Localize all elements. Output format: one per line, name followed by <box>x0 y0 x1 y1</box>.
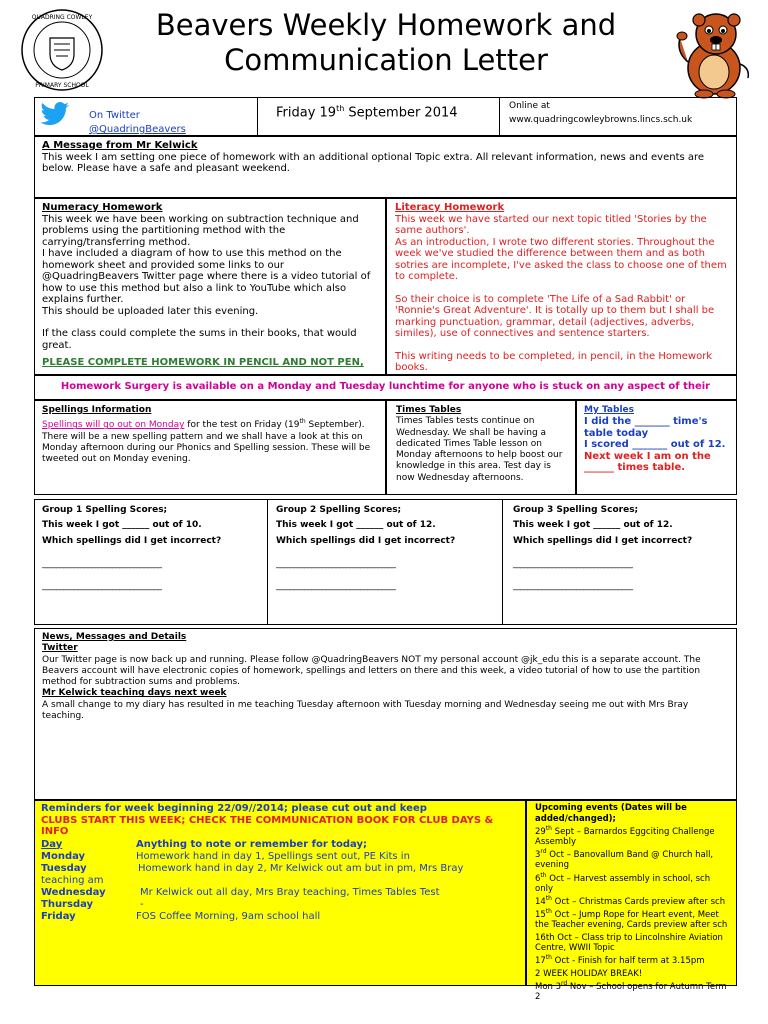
group-title: Group 2 Spelling Scores; <box>276 505 402 515</box>
beaver-mascot <box>664 6 764 98</box>
group-question: Which spellings did I get incorrect? <box>42 535 222 546</box>
group-score-line: This week I got ______ out of 10. <box>42 520 202 531</box>
divider <box>267 499 268 625</box>
literacy-text: This writing needs to be completed, in pencil, in the Homework books. <box>395 350 713 373</box>
twitter-body: Our Twitter page is now back up and running. Please follow @QuadringBeavers NOT my personal account @jk_edu this is a separate account. The Beavers account will have electronic copies of homework, spellings and letters on there and this week, a video tutorial of how to use the partition method for subtraction sums and problems. <box>42 654 701 688</box>
answer-line[interactable]: __________________________________ <box>276 581 395 592</box>
event-item: 6th Oct – Harvest assembly in school, sch only <box>535 871 711 894</box>
my-tables-heading: My Tables <box>584 405 634 415</box>
title-line-1: Beavers Weekly Homework and <box>155 8 617 42</box>
group-question: Which spellings did I get incorrect? <box>513 535 693 546</box>
reminders-heading: Reminders for week beginning 22/09//2014; please cut out and keep <box>41 803 427 814</box>
reminder-row <box>41 899 519 911</box>
divider <box>502 499 503 625</box>
my-tables-line: Next week I am on the ______ times table. <box>584 450 711 474</box>
event-item: 29th Sept – Barnardos Eggciting Challenge Assembly <box>535 825 715 848</box>
reminder-note: FOS Coffee Morning, 9am school hall <box>136 910 321 922</box>
group-score-line: This week I got ______ out of 12. <box>513 520 673 531</box>
col-note: Anything to note or remember for today; <box>136 838 368 850</box>
spellings-heading: Spellings Information <box>42 405 152 415</box>
answer-line[interactable]: __________________________________ <box>513 558 632 569</box>
numeracy-text: This week we have been working on subtraction technique and problems using the partitioning method with the carrying/transferring method. <box>42 213 359 248</box>
literacy-text: As an introduction, I wrote two different stories. Throughout the week we've studied the difference between them and as both sotries are incomplete, I've asked the class to choose one of them to complete. <box>395 236 727 282</box>
group-3-card <box>513 505 733 592</box>
title-line-2: Communication Letter <box>224 43 548 77</box>
homework-surgery-banner <box>34 375 737 400</box>
message-heading: A Message from Mr Kelwick <box>42 140 198 151</box>
reminders-table-header <box>41 839 519 851</box>
date-rest: September 2014 <box>344 105 458 121</box>
reminder-row <box>41 875 519 887</box>
reminder-note: Mr Kelwick out all day, Mrs Bray teaching, Times Tables Test <box>140 886 440 898</box>
answer-line[interactable]: __________________________________ <box>276 558 395 569</box>
my-tables-line: I scored _______ out of 12. <box>584 439 726 451</box>
divider <box>499 97 500 136</box>
page-title <box>108 8 664 78</box>
literacy-section <box>386 198 737 375</box>
literacy-text: So their choice is to complete 'The Life of a Sad Rabbit' or 'Ronnie's Great Adventure'. It is totally up to them but I shall be marking punctuation, grammar, detail (adjectives, adverbs, similes), use of connectives and sentence starters. <box>395 293 715 339</box>
beaver-mascot-icon <box>664 6 764 98</box>
website-label: Online at <box>509 101 550 111</box>
times-tables-body: Times Tables tests continue on Wednesday. We shall be having a dedicated Times Table lesson on Monday afternoons to help boost our knowledge in this area. Test day is now Wednesday afternoons. <box>396 416 563 483</box>
times-tables-section <box>386 400 576 495</box>
svg-text:QUADRING COWLEY: QUADRING COWLEY <box>31 14 93 21</box>
surgery-text: Homework Surgery is available on a Monday and Tuesday lunchtime for anyone who is stuck on any aspect of their <box>60 381 711 392</box>
reminders-section <box>34 800 526 986</box>
teaching-days-heading: Mr Kelwick teaching days next week <box>42 688 227 699</box>
school-crest-icon <box>20 8 104 92</box>
event-item: Mon 3rd Nov – School opens for Autumn Term 2 <box>535 980 727 1003</box>
group-score-line: This week I got ______ out of 12. <box>276 520 436 531</box>
event-item: 2 WEEK HOLIDAY BREAK! <box>535 969 643 980</box>
answer-line[interactable]: __________________________________ <box>42 558 161 569</box>
group-question: Which spellings did I get incorrect? <box>276 535 456 546</box>
news-heading: News, Messages and Details <box>42 632 187 642</box>
numeracy-section <box>34 198 386 375</box>
svg-text:PRIMARY SCHOOL: PRIMARY SCHOOL <box>35 82 89 89</box>
my-tables-line: I did the _______ time's table today <box>584 416 708 439</box>
numeracy-heading: Numeracy Homework <box>42 202 163 213</box>
event-item: 14th Oct – Christmas Cards preview after sch <box>535 894 726 907</box>
reminder-note: - <box>140 898 144 910</box>
my-tables-section <box>576 400 737 495</box>
reminder-row <box>41 851 519 863</box>
spellings-body: Spellings will go out on Monday for the test on Friday (19th September). There will be a new spelling pattern and we shall have a look at this on Monday afternoon during our Phonics and Spelling session. These will be tweeted out on Monday evening. <box>42 418 371 465</box>
group-title: Group 1 Spelling Scores; <box>42 505 168 515</box>
reminder-day: Tuesday <box>41 862 87 874</box>
pencil-reminder: PLEASE COMPLETE HOMEWORK IN PENCIL AND NOT PEN, <box>42 357 364 368</box>
spellings-info-section <box>34 400 386 495</box>
twitter-label: On Twitter <box>89 110 140 121</box>
event-item: 15th Oct – Jump Rope for Heart event, Meet the Teacher evening, Cards preview after sch <box>535 907 728 930</box>
event-item: 17th Oct - Finish for half term at 3.15pm <box>535 954 705 967</box>
date-suffix: th <box>336 104 345 113</box>
upcoming-events-section <box>526 800 737 1003</box>
answer-line[interactable]: __________________________________ <box>42 581 161 592</box>
literacy-heading: Literacy Homework <box>395 202 505 213</box>
reminder-note: Homework hand in day 1, Spellings sent out, PE Kits in <box>136 850 410 862</box>
letter-date <box>276 104 458 120</box>
clubs-notice: CLUBS START THIS WEEK; CHECK THE COMMUNICATION BOOK FOR CLUB DAYS & INFO <box>41 814 494 837</box>
numeracy-text: I have included a diagram of how to use this method on the homework sheet and provided some links to our @QuadringBeavers Twitter page where there is a video tutorial of how to use this method but also a link to YouTube which also explains further. <box>42 248 371 305</box>
events-heading: Upcoming events (Dates will be added/changed); <box>535 803 687 824</box>
reminder-day: Thursday <box>41 898 94 910</box>
news-section <box>34 628 737 800</box>
col-day: Day <box>41 838 63 850</box>
reminder-day: Wednesday <box>41 886 106 898</box>
event-item: 16th Oct – Class trip to Lincolnshire Aviation Centre, WWII Topic <box>535 932 723 954</box>
event-item: 3rd Oct – Banovallum Band @ Church hall, evening <box>535 848 714 871</box>
reminder-row <box>41 887 519 899</box>
school-logo <box>20 8 104 92</box>
reminder-day: Monday <box>41 850 86 862</box>
group-title: Group 3 Spelling Scores; <box>513 505 639 515</box>
reminder-note: teaching am <box>41 874 104 886</box>
twitter-bird-icon <box>40 102 70 126</box>
events-list <box>535 824 728 1003</box>
message-body: This week I am setting one piece of homework with an additional optional Topic extra. All relevant information, news and events are below. Please have a safe and pleasant weekend. <box>42 151 705 174</box>
times-tables-heading: Times Tables <box>396 405 462 415</box>
teaching-days-body: A small change to my diary has resulted in me teaching Tuesday afternoon with Tuesday morning and Wednesday seeing me out with Mrs Bray teaching. <box>42 699 689 722</box>
literacy-text: This week we have started our next topic titled 'Stories by the same authors'. <box>395 213 707 236</box>
answer-line[interactable]: __________________________________ <box>513 581 632 592</box>
reminder-day: Friday <box>41 910 76 922</box>
divider <box>257 97 258 136</box>
twitter-heading: Twitter <box>42 643 78 654</box>
group-1-card <box>42 505 262 592</box>
twitter-handle-link[interactable]: @QuadringBeavers <box>89 124 186 135</box>
numeracy-text: This should be uploaded later this evening. <box>42 305 259 317</box>
date-day: Friday 19 <box>276 105 337 121</box>
reminder-row <box>41 863 519 875</box>
website-link[interactable]: www.quadringcowleybrowns.lincs.sch.uk <box>509 115 693 125</box>
reminder-row <box>41 911 519 923</box>
reminder-note: Homework hand in day 2, Mr Kelwick out am but in pm, Mrs Bray <box>138 862 464 874</box>
group-2-card <box>276 505 496 592</box>
spellings-link[interactable]: Spellings will go out on Monday <box>42 420 185 431</box>
message-section <box>34 136 737 198</box>
numeracy-text: If the class could complete the sums in their books, that would great. <box>42 328 357 351</box>
